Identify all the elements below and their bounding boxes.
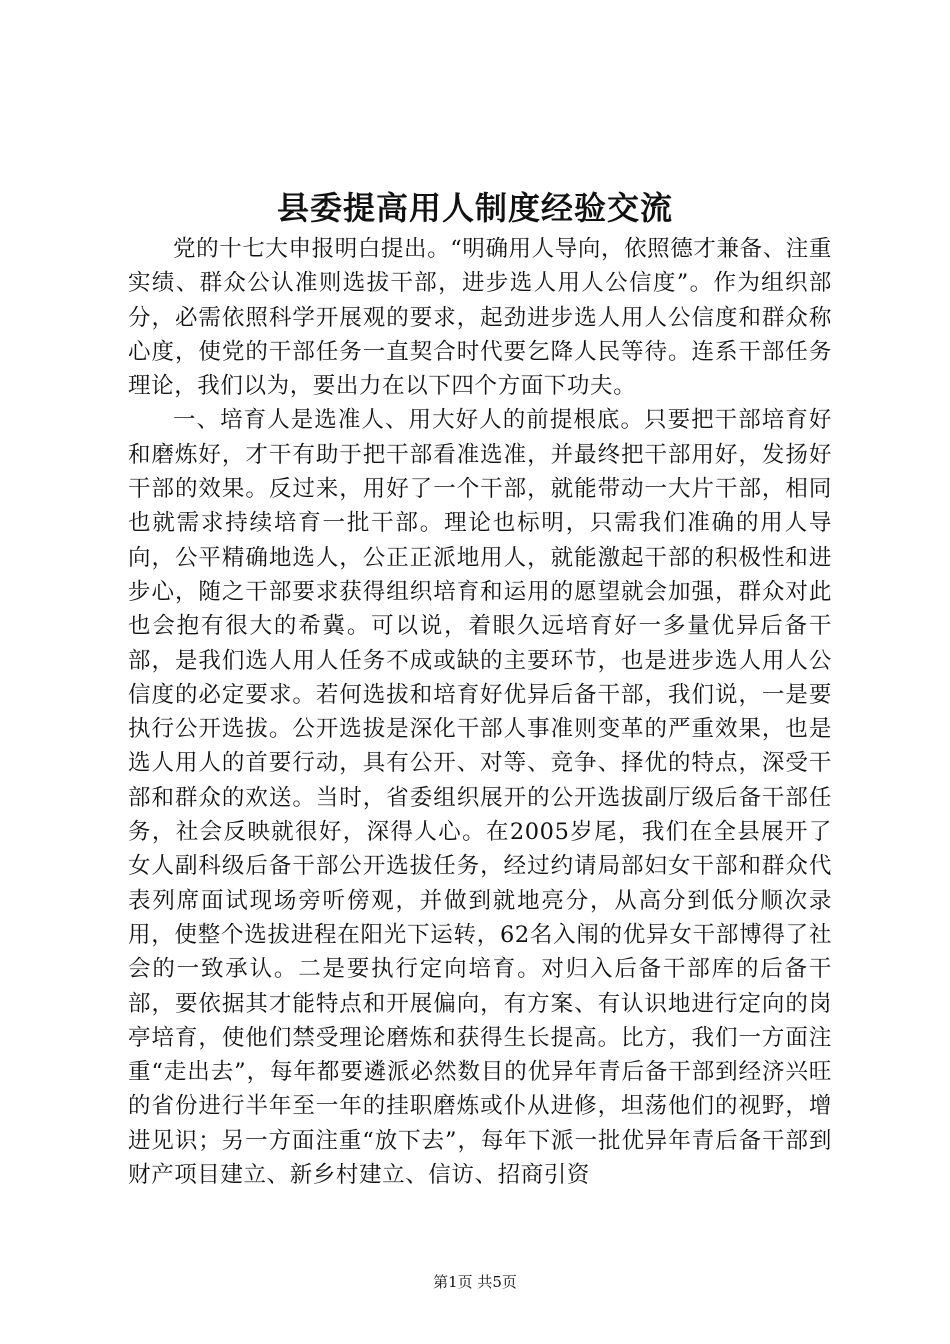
document-title: 县委提高用人制度经验交流	[276, 189, 673, 227]
document-body	[128, 232, 832, 1192]
page-number-footer: 第1页 共5页	[433, 1273, 517, 1291]
paragraph-section-one: 一、培育人是选准人、用大好人的前提根底。只要把干部培育好和磨炼好，才干有助于把干部看准选准，并最终把干部用好，发扬好干部的效果。反过来，用好了一个干部，就能带动一大片干部，相同也就需求持续培育一批干部。理论也标明，只需我们准确的用人导向，公平精确地选人，公正正派地用人，就能激起干部的积极性和进步心，随之干部要求获得组织培育和运用的愿望就会加强，群众对此也会抱有很大的希冀。可以说，着眼久远培育好一多量优异后备干部，是我们选人用人任务不成或缺的主要环节，也是进步选人用人公信度的必定要求。若何选拔和培育好优异后备干部，我们说，一是要执行公开选拔。公开选拔是深化干部人事准则变革的严重效果，也是选人用人的首要行动，具有公开、对等、竞争、择优的特点，深受干部和群众的欢送。当时，省委组织展开的公开选拔副厅级后备干部任务，社会反映就很好，深得人心。在2005岁尾，我们在全县展开了女人副科级后备干部公开选拔任务，经过约请局部妇女干部和群众代表列席面试现场旁听傍观，并做到就地亮分，从高分到低分顺次录用，使整个选拔进程在阳光下运转，62名入闱的优异女干部博得了社会的一致承认。二是要执行定向培育。对归入后备干部库的后备干部，要依据其才能特点和开展偏向，有方案、有认识地进行定向的岗亭培育，使他们禁受理论磨炼和获得生长提高。比方，我们一方面注重“走出去”，每年都要遴派必然数目的优异年青后备干部到经济兴旺的省份进行半年至一年的挂职磨炼或仆从进修，坦荡他们的视野，增进见识；另一方面注重“放下去”，每年下派一批优异年青后备干部到财产项目建立、新乡村建立、信访、招商引资	[128, 407, 832, 1189]
paragraph-intro: 党的十七大申报明白提出。“明确用人导向，依照德才兼备、注重实绩、群众公认准则选拔干部，进步选人用人公信度”。作为组织部分，必需依照科学开展观的要求，起劲进步选人用人公信度和群众称心度，使党的干部任务一直契合时代要乞降人民等待。连系干部任务理论，我们以为，要出力在以下四个方面下功夫。	[128, 236, 832, 400]
